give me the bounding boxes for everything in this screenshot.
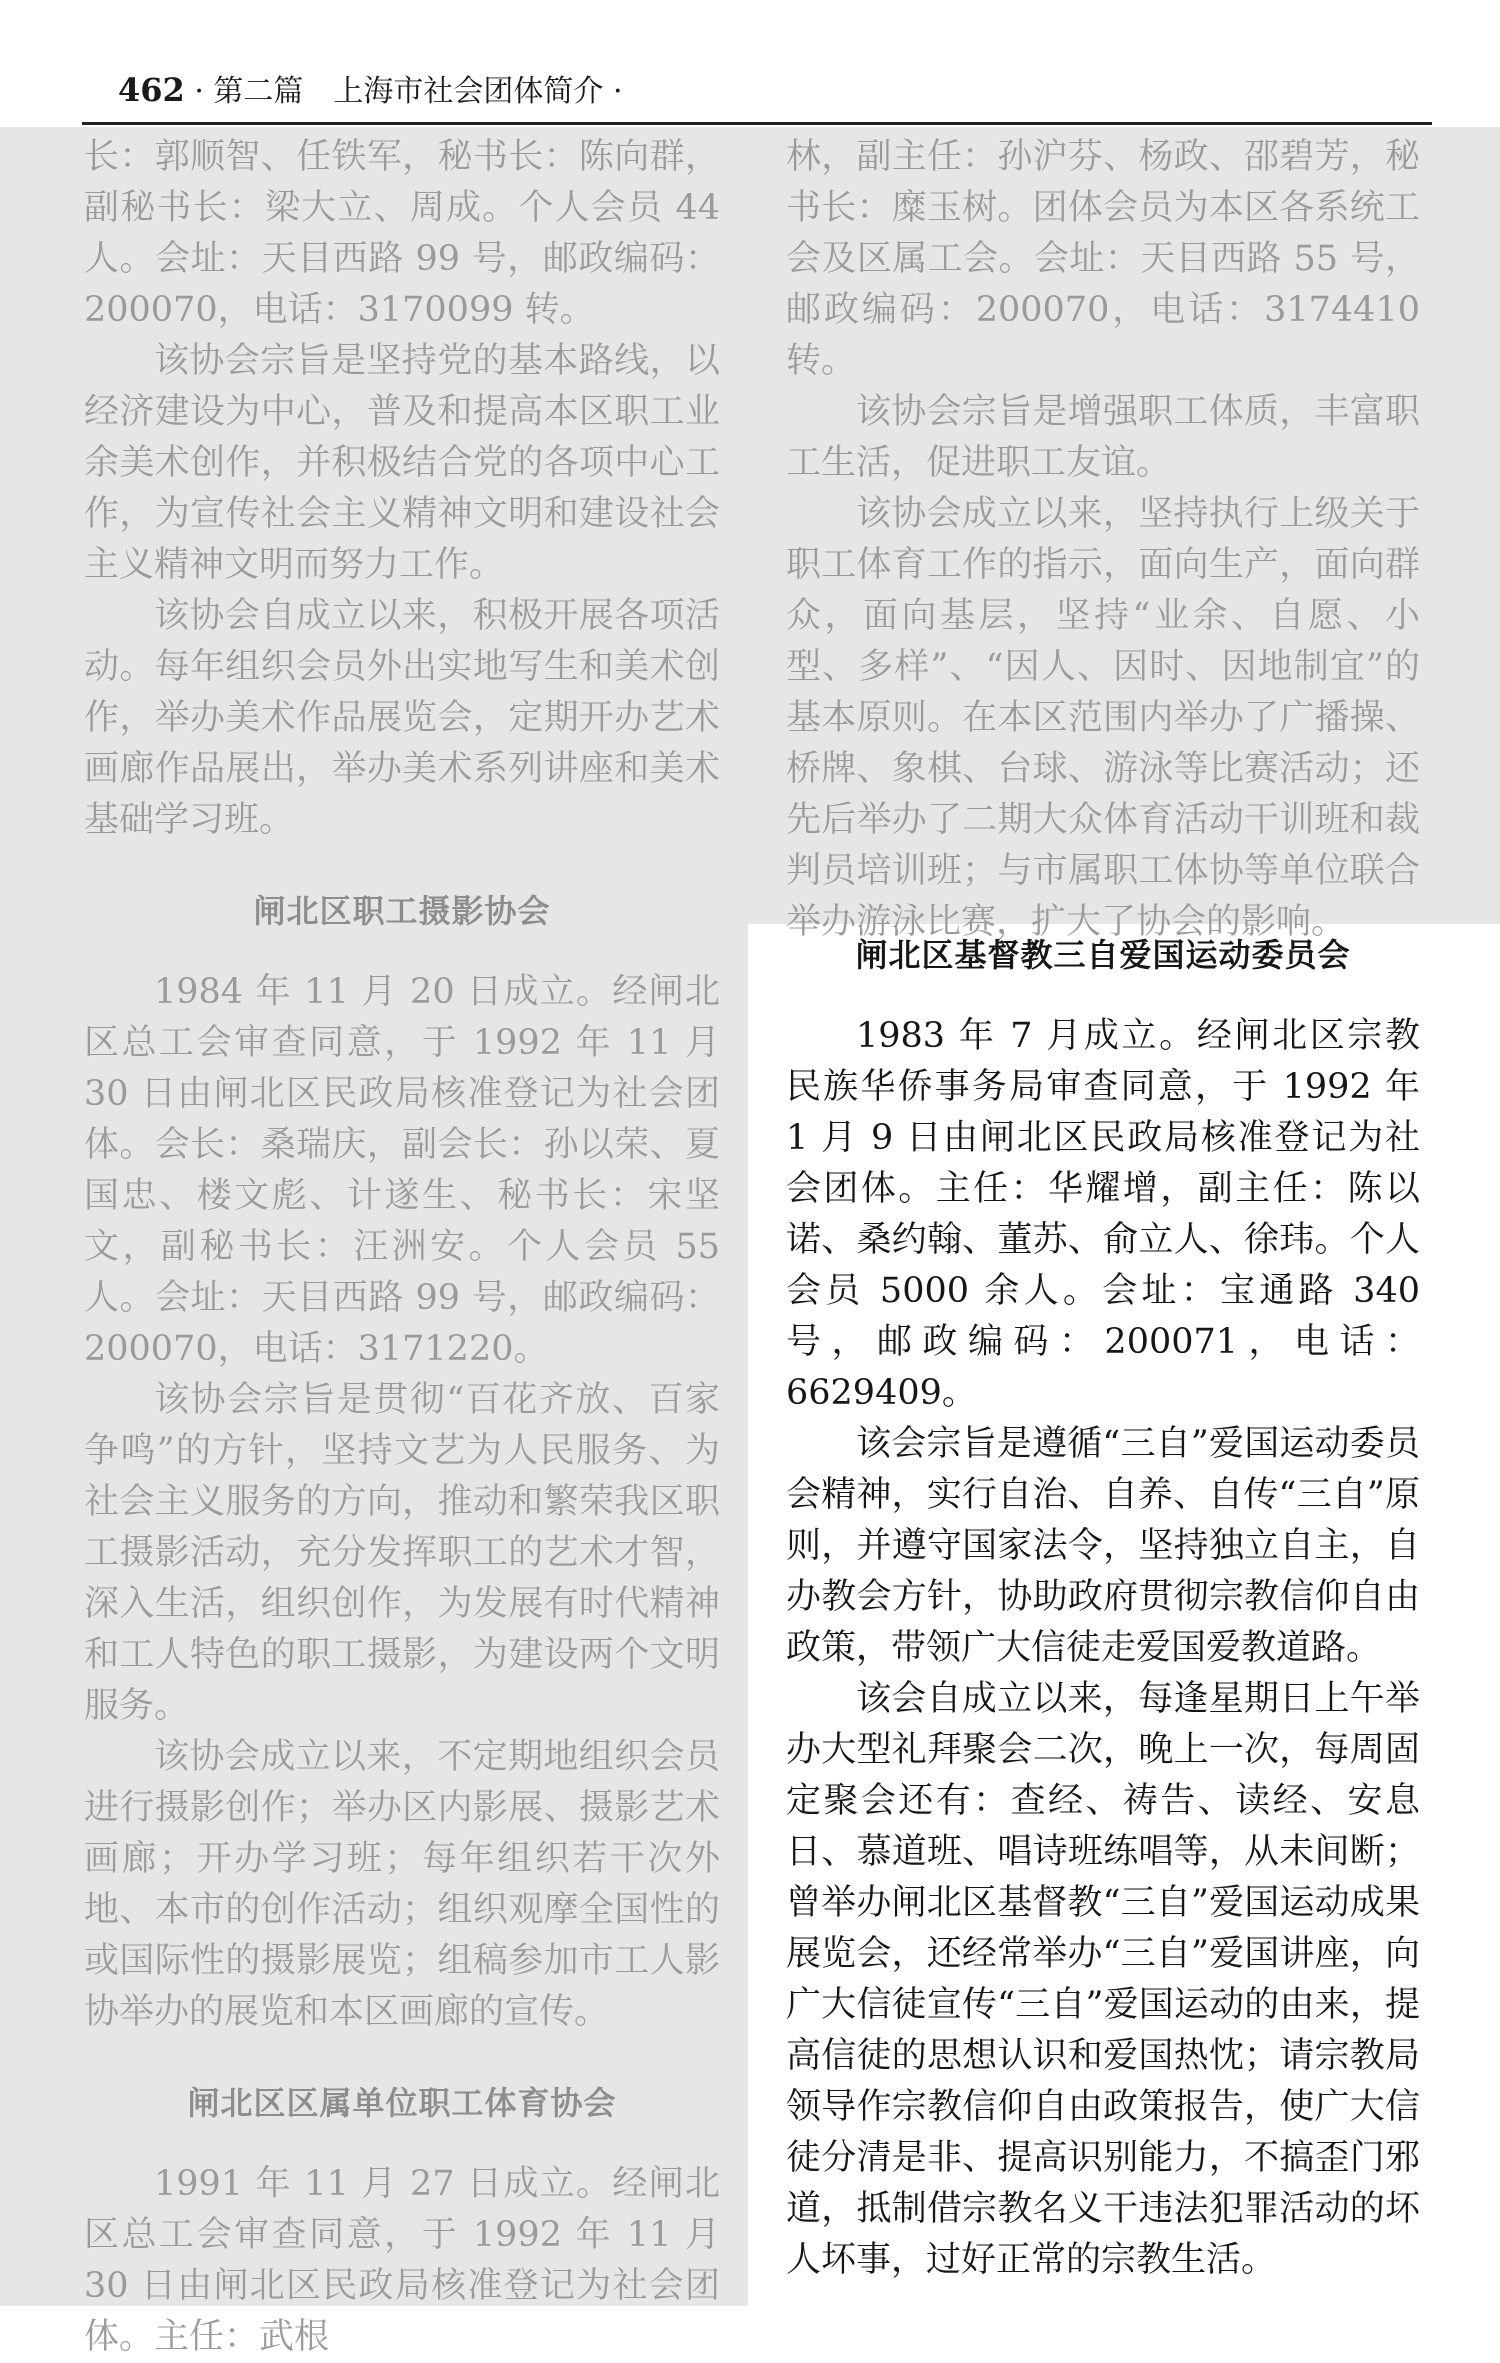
paragraph: 长：郭顺智、任铁军，秘书长：陈向群，副秘书长：梁大立、周成。个人会员 44 人。会址：天目西路 99 号，邮政编码：200070，电话：3170099 转。 xyxy=(84,137,720,330)
paragraph: 该会宗旨是遵循“三自”爱国运动委员会精神，实行自治、自养、自传“三自”原则，并遵守国家法令，坚持独立自主，自办教会方针，协助政府贯彻宗教信仰自由政策，带领广大信徒走爱国爱教道路。 xyxy=(786,1424,1420,1668)
page-number: 462 xyxy=(118,71,185,109)
paragraph: 1991 年 11 月 27 日成立。经闸北区总工会审查同意，于 1992 年 11 月 30 日由闸北区民政局核准登记为社会团体。主任：武根 xyxy=(84,2164,720,2357)
running-title: · 第二篇 上海市社会团体简介 · xyxy=(194,74,623,109)
right-column-top xyxy=(786,132,1420,948)
paragraph: 该协会宗旨是坚持党的基本路线，以经济建设为中心，普及和提高本区职工业余美术创作，并积极结合党的各项中心工作，为宣传社会主义精神文明和建设社会主义精神文明而努力工作。 xyxy=(84,341,720,585)
paragraph: 该协会成立以来，不定期地组织会员进行摄影创作；举办区内影展、摄影艺术画廊；开办学习班；每年组织若干次外地、本市的创作活动；组织观摩全国性的或国际性的摄影展览；组稿参加市工人影协举办的展览和本区画廊的宣传。 xyxy=(84,1737,720,2032)
paragraph: 该协会宗旨是增强职工体质，丰富职工生活，促进职工友谊。 xyxy=(786,392,1420,483)
left-column xyxy=(84,132,720,2363)
paragraph: 该协会自成立以来，积极开展各项活动。每年组织会员外出实地写生和美术创作，举办美术作品展览会，定期开办艺术画廊作品展出，举办美术系列讲座和美术基础学习班。 xyxy=(84,596,720,840)
paragraph: 该协会成立以来，坚持执行上级关于职工体育工作的指示，面向生产，面向群众，面向基层，坚持“业余、自愿、小型、多样”、“因人、因时、因地制宜”的基本原则。在本区范围内举办了广播操、桥牌、象棋、台球、游泳等比赛活动；还先后举办了二期大众体育活动干训班和裁判员培训班；与市属职工体协等单位联合举办游泳比赛，扩大了协会的影响。 xyxy=(786,494,1420,942)
paragraph: 该协会宗旨是贯彻“百花齐放、百家争鸣”的方针，坚持文艺为人民服务、为社会主义服务的方向，推动和繁荣我区职工摄影活动，充分发挥职工的艺术才智，深入生活，组织创作，为发展有时代精神和工人特色的职工摄影，为建设两个文明服务。 xyxy=(84,1380,720,1726)
page-header xyxy=(118,62,1418,118)
paragraph: 该会自成立以来，每逢星期日上午举办大型礼拜聚会二次，晚上一次，每周固定聚会还有：查经、祷告、读经、安息日、慕道班、唱诗班练唱等，从未间断；曾举办闸北区基督教“三自”爱国运动成果展览会，还经常举办“三自”爱国讲座，向广大信徒宣传“三自”爱国运动的由来，提高信徒的思想认识和爱国热忱；请宗教局领导作宗教信仰自由政策报告，使广大信徒分清是非、提高识别能力，不搞歪门邪道，抵制借宗教名义干违法犯罪活动的坏人坏事，过好正常的宗教生活。 xyxy=(786,1679,1420,2280)
paragraph: 林，副主任：孙沪芬、杨政、邵碧芳，秘书长：糜玉树。团体会员为本区各系统工会及区属工会。会址：天目西路 55 号，邮政编码：200070，电话：3174410 转。 xyxy=(786,137,1420,381)
header-rule xyxy=(82,122,1432,125)
paragraph: 1984 年 11 月 20 日成立。经闸北区总工会审查同意，于 1992 年 11 月 30 日由闸北区民政局核准登记为社会团体。会长：桑瑞庆，副会长：孙以荣、夏国忠、楼文彪、计遂生、秘书长：宋坚文，副秘书长：汪洲安。个人会员 55 人。会址：天目西路 99 号，邮政编码：200070，电话：3171220。 xyxy=(84,972,720,1369)
section-heading-photography: 闸北区职工摄影协会 xyxy=(253,892,551,930)
section-heading-sports: 闸北区区属单位职工体育协会 xyxy=(187,2084,617,2122)
paragraph: 1983 年 7 月成立。经闸北区宗教民族华侨事务局审查同意，于 1992 年 1 月 9 日由闸北区民政局核准登记为社会团体。主任：华耀增，副主任：陈以诺、桑约翰、董苏、俞立人、徐玮。个人会员 5000 余人。会址：宝通路 340 号，邮政编码：200071，电话：6629409。 xyxy=(786,1016,1420,1413)
section-heading-christian: 闸北区基督教三自爱国运动委员会 xyxy=(855,936,1351,974)
right-column-bottom xyxy=(786,930,1420,2286)
